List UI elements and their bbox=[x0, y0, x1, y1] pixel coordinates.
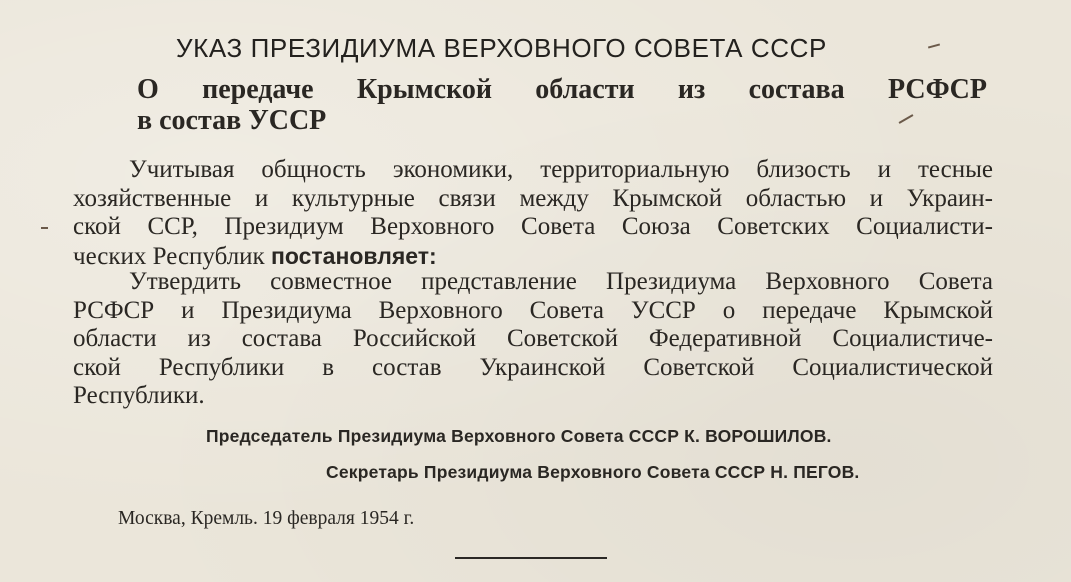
text-line: РСФСР и Президиума Верховного Совета УССР о передаче Крымской bbox=[73, 296, 993, 324]
preamble-paragraph bbox=[73, 156, 993, 271]
text-fragment: ческих Республик bbox=[73, 242, 271, 270]
ink-mark bbox=[928, 43, 940, 48]
subject-line: в состав УССР bbox=[137, 105, 327, 136]
text-line: Учитывая общность экономики, территориальную близость и тесные bbox=[129, 156, 993, 183]
chairman-signature: Председатель Президиума Верховного Совета СССР К. ВОРОШИЛОВ. bbox=[206, 426, 832, 446]
text-line: ской Республики в состав Украинской Советской Социалистической bbox=[73, 353, 993, 381]
text-line bbox=[73, 242, 993, 272]
resolves-word: постановляет: bbox=[270, 242, 437, 269]
text-line: Республики. bbox=[73, 382, 205, 409]
text-line: хозяйственные и культурные связи между Крымской областью и Украин- bbox=[73, 184, 993, 212]
subject-line: О передаче Крымской области из состава РСФСР bbox=[137, 74, 987, 105]
text-line: Утвердить совместное представление Президиума Верховного Совета bbox=[129, 268, 993, 295]
place-date: Москва, Кремль. 19 февраля 1954 г. bbox=[118, 508, 415, 529]
resolution-paragraph bbox=[73, 268, 993, 411]
text-line: области из состава Российской Советской Федеративной Социалистиче- bbox=[73, 325, 993, 352]
text-line: ской ССР, Президиум Верховного Совета Союза Советских Социалисти- bbox=[73, 213, 993, 240]
closing-rule bbox=[455, 557, 607, 559]
decree-title: УКАЗ ПРЕЗИДИУМА ВЕРХОВНОГО СОВЕТА СССР bbox=[176, 33, 828, 63]
decree-subject bbox=[137, 74, 987, 136]
ink-mark bbox=[41, 227, 48, 229]
secretary-signature: Секретарь Президиума Верховного Совета СССР Н. ПЕГОВ. bbox=[326, 462, 860, 482]
